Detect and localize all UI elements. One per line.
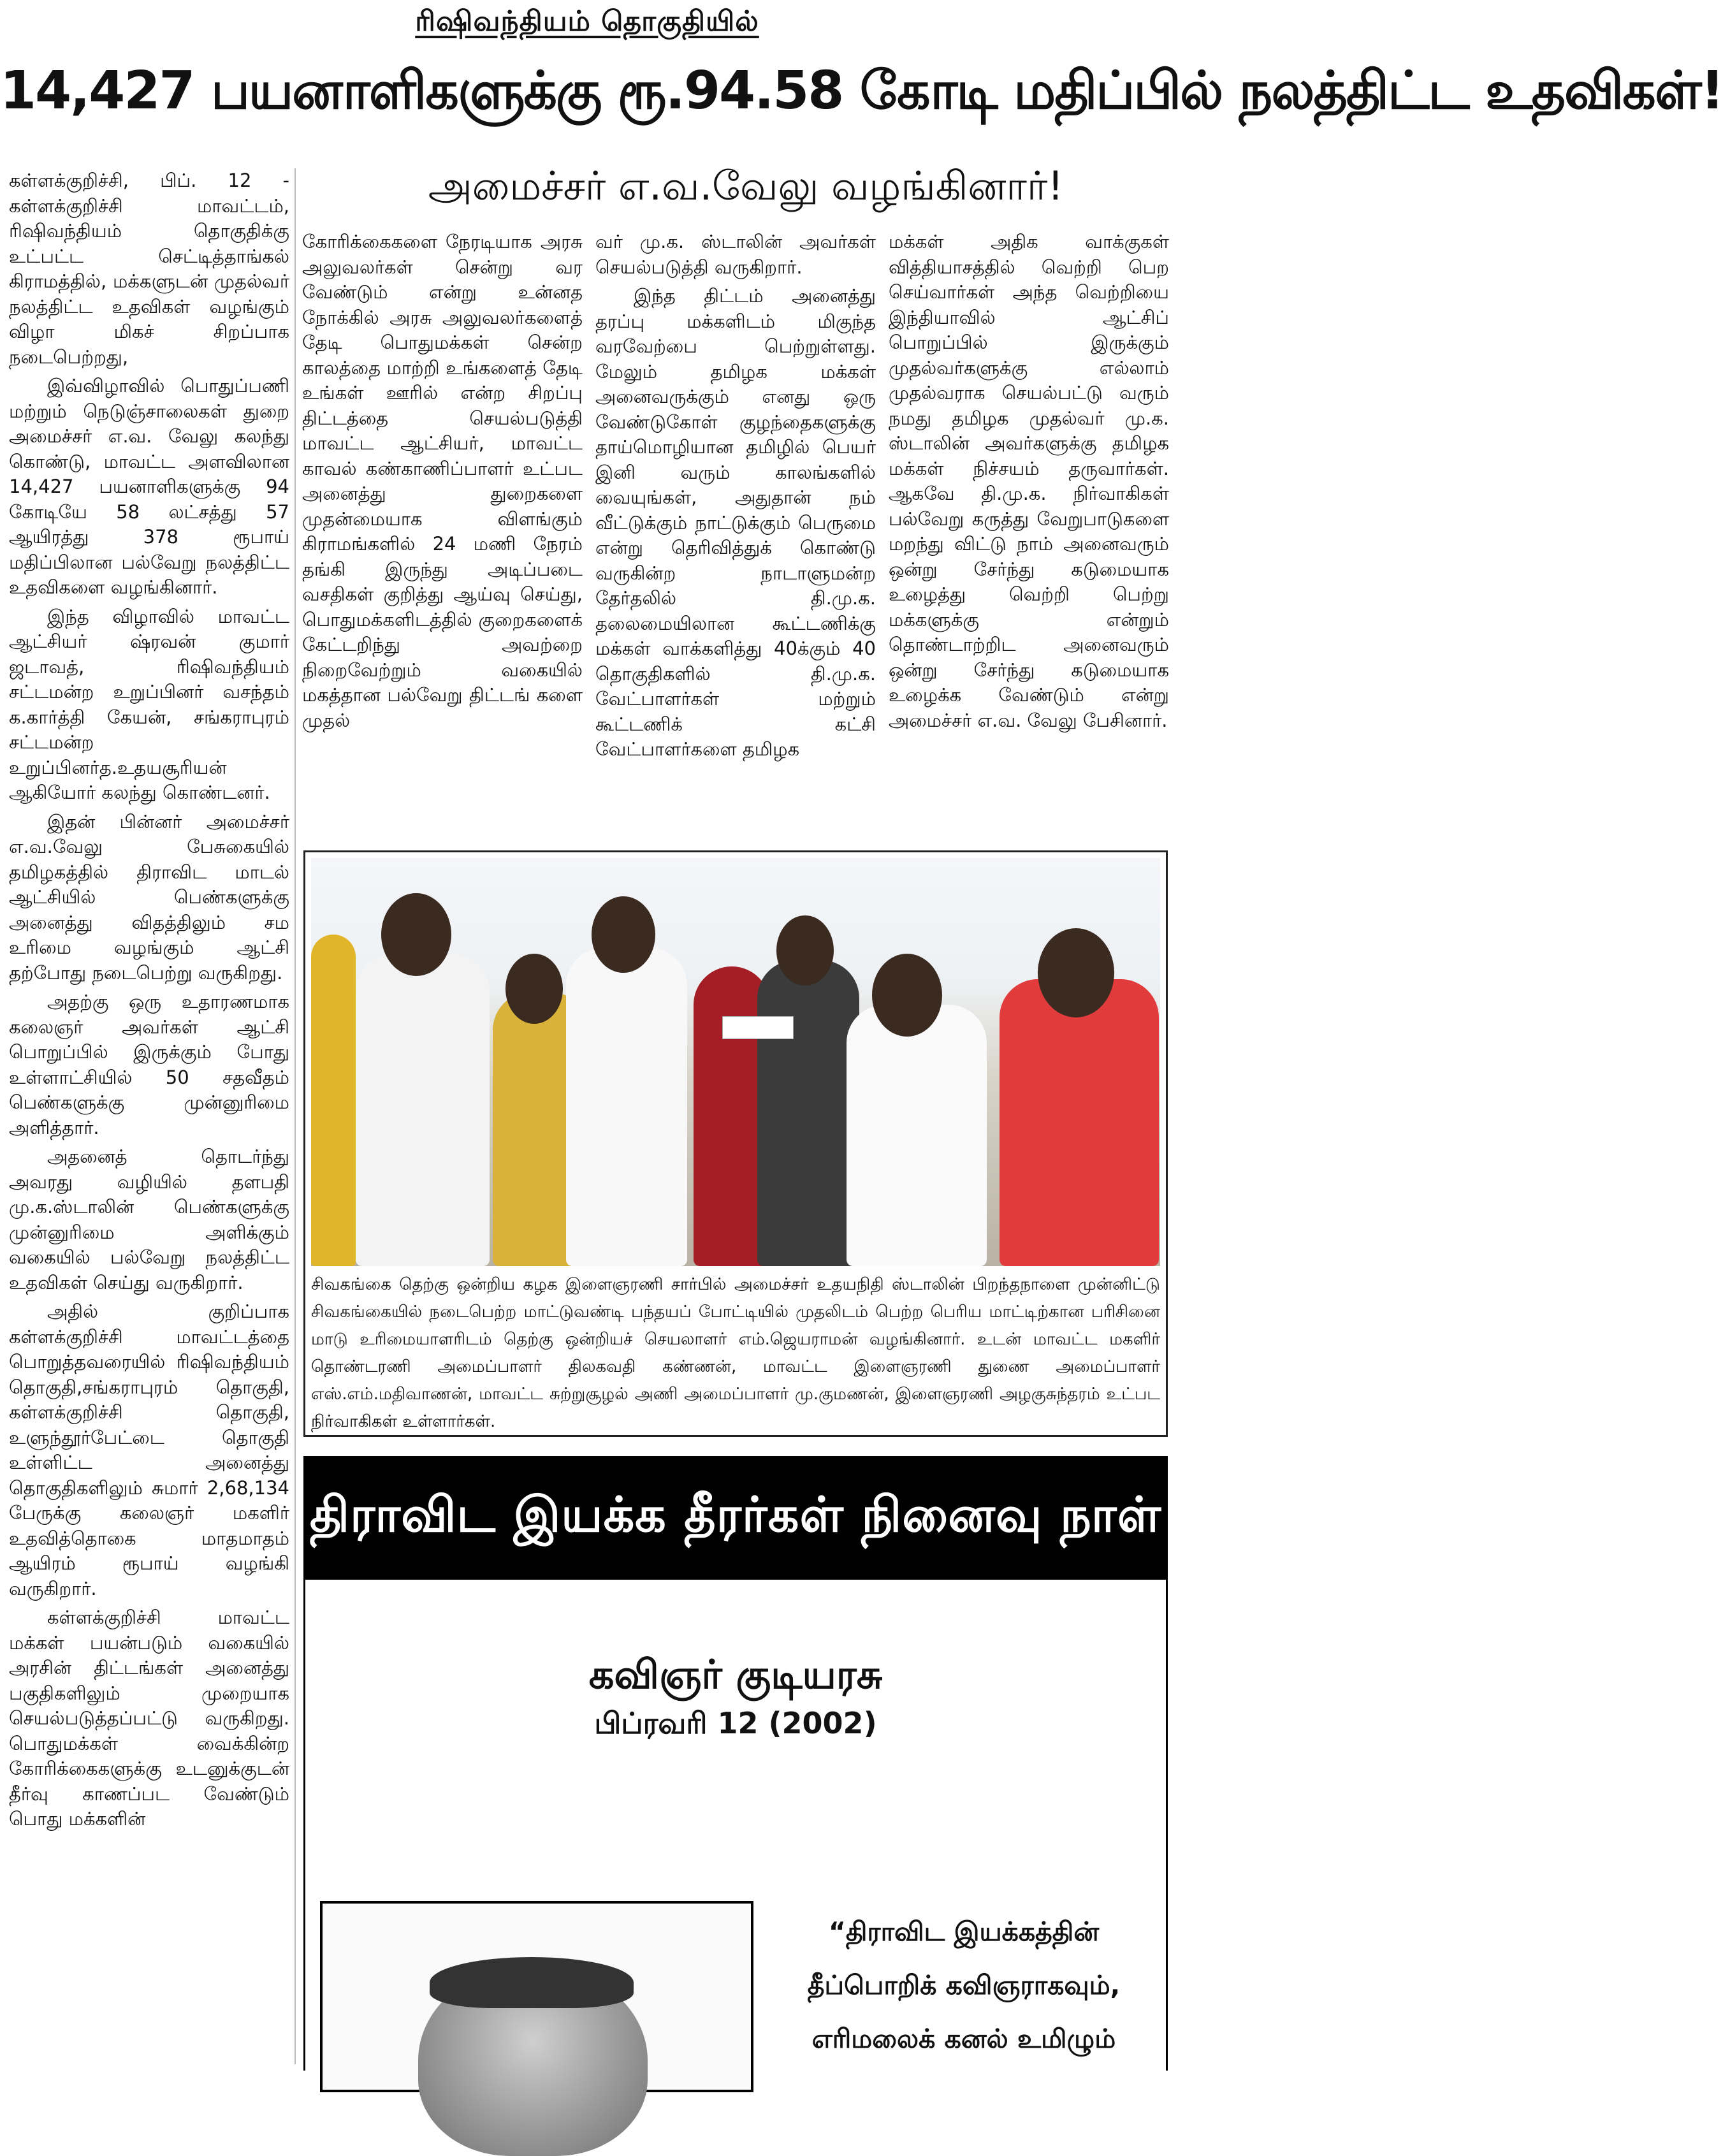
- cheque: [722, 1016, 794, 1039]
- person-head: [505, 954, 563, 1024]
- memorial-name: கவிஞர் குடியரசு: [588, 1651, 883, 1698]
- article-column-3: [595, 229, 876, 841]
- memorial-banner: திராவிட இயக்க தீரர்கள் நினைவு நாள்: [303, 1456, 1168, 1580]
- paragraph: மக்கள் அதிக வாக்குகள் வித்தியாசத்தில் வெற்றி பெற செய்வார்கள் அந்த வெற்றியை இந்தியாவில் ஆட்சிப் பொறுப்பில் இருக்கும் முதல்வர்களுக்கு எல்லாம் முதல்வராக செயல்பட்டு வரும் நமது தமிழக முதல்வர் மு.க. ஸ்டாலின் அவர்களுக்கு தமிழக மக்கள் நிச்சயம் தருவார்கள். ஆகவே தி.மு.க. நிர்வாகிகள் பல்வேறு கருத்து வேறுபாடுகளை மறந்து விட்டு நாம் அனைவரும் ஒன்று சேர்ந்து கடுமையாக உழைத்து வெற்றி பெற்று மக்களுக்கு என்றும் தொண்டாற்றிட அனைவரும் ஒன்று சேர்ந்து கடுமையாக உழைக்க வேண்டும் என்று அமைச்சர் எ.வ. வேலு பேசினார்.: [889, 231, 1169, 731]
- memorial-quote: [773, 1905, 1155, 2065]
- person-head: [592, 896, 655, 973]
- paragraph: இவ்விழாவில் பொதுப்பணி மற்றும் நெடுஞ்சாலைகள் துறை அமைச்சர் எ.வ. வேலு கலந்து கொண்டு, மாவட்ட அளவிலான 14,427 பயனாளிகளுக்கு 94 கோடியே 58 லட்சத்து 57 ஆயிரத்து 378 ரூபாய் மதிப்பிலான பல்வேறு நலத்திட்ட உதவிகளை வழங்கினார்.: [9, 375, 289, 598]
- person-head: [776, 915, 834, 986]
- portrait-hair: [430, 1957, 634, 2008]
- photo-caption: சிவகங்கை தெற்கு ஒன்றிய கழக இளைஞரணி சார்பில் அமைச்சர் உதயநிதி ஸ்டாலின் பிறந்தநாளை முன்னிட்டு சிவகங்கையில் நடைபெற்ற மாட்டுவண்டி பந்தயப் போட்டியில் முதலிடம் பெற்ற பெரிய மாட்டிற்கான பரிசினை மாடு உரிமையாளரிடம் தெற்கு ஒன்றியச் செயலாளர் எம்.ஜெயராமன் வழங்கினார். உடன் மாவட்ட மகளிர் தொண்டரணி அமைப்பாளர் திலகவதி கண்ணன், மாவட்ட இளைஞரணி துணை அமைப்பாளர் எஸ்.எம்.மதிவாணன், மாவட்ட சுற்றுசூழல் அணி அமைப்பாளர் மு.குமணன், இளைஞரணி அழகுசுந்தரம் உட்பட நிர்வாகிகள் உள்ளார்கள்.: [311, 1275, 1160, 1431]
- paragraph: அதில் குறிப்பாக கள்ளக்குறிச்சி மாவட்டத்தை பொறுத்தவரையில் ரிஷிவந்தியம் தொகுதி,சங்கராபுரம் தொகுதி, கள்ளக்குறிச்சி தொகுதி, உளுந்தூர்பேட்டை தொகுதி உள்ளிட்ட அனைத்து தொகுதிகளிலும் சுமார் 2,68,134 பேருக்கு கலைஞர் மகளிர் உதவித்தொகை மாதமாதம் ஆயிரம் ரூபாய் வழங்கி வருகிறார்.: [9, 1300, 289, 1599]
- subheadline: அமைச்சர் எ.வ.வேலு வழங்கினார்!: [428, 163, 1064, 209]
- column-rule: [294, 168, 296, 2064]
- quote-line: “திராவிட இயக்கத்தின்: [828, 1916, 1100, 1947]
- person-head: [381, 893, 451, 976]
- article-column-2: [302, 229, 583, 841]
- paragraph: அதனைத் தொடர்ந்து அவரது வழியில் தளபதி மு.க.ஸ்டாலின் பெண்களுக்கு முன்னுரிமை அளிக்கும் வகையில் பல்வேறு நலத்திட்ட உதவிகள் செய்து வருகிறார்.: [9, 1146, 289, 1293]
- paragraph: அதற்கு ஒரு உதாரணமாக கலைஞர் அவர்கள் ஆட்சி பொறுப்பில் இருக்கும் போது உள்ளாட்சியில் 50 சதவீதம் பெண்களுக்கு முன்னுரிமை அளித்தார்.: [9, 991, 289, 1139]
- news-photo: [311, 858, 1160, 1266]
- person-figure: [311, 935, 356, 1266]
- person-figure: [847, 1005, 987, 1266]
- quote-line: தீப்பொறிக் கவிஞராகவும்,: [807, 1970, 1121, 2000]
- memorial-date: பிப்ரவரி 12 (2002): [594, 1706, 877, 1740]
- person-head: [1038, 928, 1114, 1017]
- kicker: ரிஷிவந்தியம் தொகுதியில்: [415, 5, 759, 38]
- article-column-1: [9, 168, 289, 2064]
- paragraph: இந்த விழாவில் மாவட்ட ஆட்சியர் ஷ்ரவன் குமார் ஜடாவத், ரிஷிவந்தியம் சட்டமன்ற உறுப்பினர் வசந்தம் க.கார்த்தி கேயன், சங்கராபுரம் சட்டமன்ற உறுப்பினர்த.உதயசூரியன் ஆகியோர் கலந்து கொண்டனர்.: [9, 605, 289, 803]
- paragraph: கோரிக்கைகளை நேரடியாக அரசு அலுவலர்கள் சென்று வர வேண்டும் என்று உன்னத நோக்கில் அரசு அலுவலர்களைத் தேடி பொதுமக்கள் சென்ற காலத்தை மாற்றி உங்களைத் தேடி உங்கள் ஊரில் என்ற சிறப்பு திட்டத்தை செயல்படுத்தி மாவட்ட ஆட்சியர், மாவட்ட காவல் கண்காணிப்பாளர் உட்பட அனைத்து துறைகளை முதன்மையாக விளங்கும் கிராமங்களில் 24 மணி நேரம் தங்கி இருந்து அடிப்படை வசதிகள் குறித்து ஆய்வு செய்து, பொதுமக்களிடத்தில் குறைகளைக் கேட்டறிந்து அவற்றை நிறைவேற்றும் வகையில் மகத்தான பல்வேறு திட்டங் களை முதல்: [302, 231, 583, 731]
- person-head: [872, 954, 942, 1037]
- paragraph: வர் மு.க. ஸ்டாலின் அவர்கள் செயல்படுத்தி வருகிறார்.: [595, 231, 876, 278]
- paragraph: கள்ளக்குறிச்சி, பிப். 12 - கள்ளக்குறிச்சி மாவட்டம், ரிஷிவந்தியம் தொகுதிக்கு உட்பட்ட செட்டித்தாங்கல் கிராமத்தில், மக்களுடன் முதல்வர் நலத்திட்ட உதவிகள் வழங்கும் விழா மிகச் சிறப்பாக நடைபெற்றது,: [9, 170, 289, 368]
- person-figure: [757, 960, 859, 1266]
- paragraph: கள்ளக்குறிச்சி மாவட்ட மக்கள் பயன்படும் வகையில் அரசின் திட்டங்கள் அனைத்து பகுதிகளிலும் முறையாக செயல்படுத்தப்பட்டு வருகிறது. பொதுமக்கள் வைக்கின்ற கோரிக்கைகளுக்கு உடனுக்குடன் தீர்வு காணப்பட வேண்டும் பொது மக்களின்: [9, 1606, 289, 1830]
- portrait-photo: [320, 1901, 753, 2092]
- person-figure: [566, 947, 687, 1266]
- person-figure: [1000, 979, 1159, 1266]
- paragraph: இதன் பின்னர் அமைச்சர் எ.வ.வேலு பேசுகையில் தமிழகத்தில் திராவிட மாடல் ஆட்சியில் பெண்களுக்கு அனைத்து விதத்திலும் சம உரிமை வழங்கும் ஆட்சி தற்போது நடைபெற்று வருகிறது.: [9, 810, 289, 984]
- quote-line: எரிமலைக் கனல் உமிழும்: [811, 2023, 1116, 2054]
- paragraph: இந்த திட்டம் அனைத்து தரப்பு மக்களிடம் மிகுந்த வரவேற்பை பெற்றுள்ளது. மேலும் தமிழக மக்கள் அனைவருக்கும் எனது ஒரு வேண்டுகோள் குழந்தைகளுக்கு தாய்மொழியான தமிழில் பெயர் இனி வரும் காலங்களில் வையுங்கள், அதுதான் நம் வீட்டுக்கும் நாட்டுக்கும் பெருமை என்று தெரிவித்துக் கொண்டு வருகின்ற நாடாளுமன்ற தேர்தலில் தி.மு.க. தலைமையிலான கூட்டணிக்கு மக்கள் வாக்களித்து 40க்கும் 40 தொகுதிகளில் தி.மு.க. வேட்பாளர்கள் மற்றும் கூட்டணிக் கட்சி வேட்பாளர்களை தமிழக: [595, 285, 876, 760]
- person-figure: [356, 954, 490, 1266]
- headline: 14,427 பயனாளிகளுக்கு ரூ.94.58 கோடி மதிப்பில் நலத்திட்ட உதவிகள்!: [0, 61, 1723, 121]
- article-column-4: [889, 229, 1169, 841]
